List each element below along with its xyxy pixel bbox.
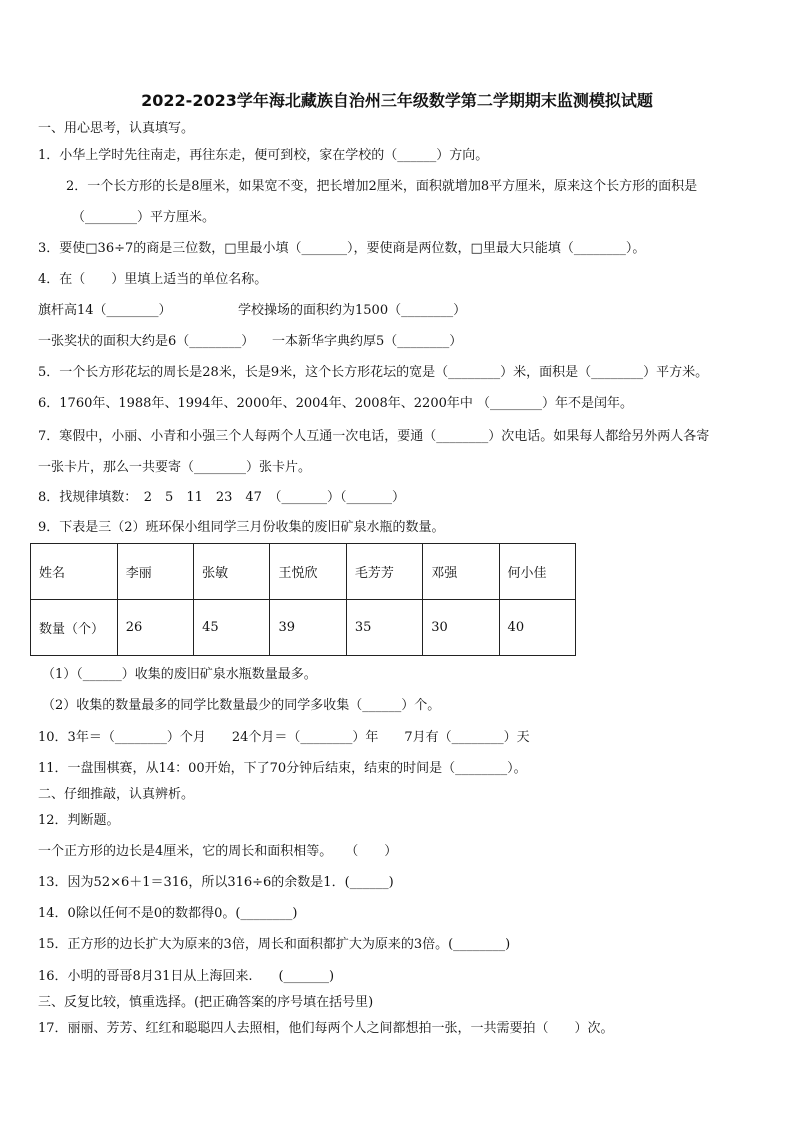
table-cell: 姓名	[31, 544, 118, 600]
question-6: 6．1760年、1988年、1994年、2000年、2004年、2008年、2200年中 （________）年不是闰年。	[38, 396, 633, 411]
question-9: 9．下表是三（2）班环保小组同学三月份收集的废旧矿泉水瓶的数量。	[38, 520, 445, 535]
table-cell: 39	[270, 600, 346, 656]
question-1: 1．小华上学时先往南走，再往东走，便可到校，家在学校的（______）方向。	[38, 148, 489, 163]
table-cell: 26	[117, 600, 193, 656]
table-cell: 30	[423, 600, 499, 656]
table-cell: 毛芳芳	[346, 544, 422, 600]
table-cell: 数量（个）	[31, 600, 118, 656]
section-2-heading: 二、仔细推敲，认真辨析。	[38, 787, 195, 802]
table-row	[31, 544, 576, 600]
table-cell: 35	[346, 600, 422, 656]
table-row	[31, 600, 576, 656]
page-title: 2022-2023学年海北藏族自治州三年级数学第二学期期末监测模拟试题	[141, 91, 653, 110]
table-cell: 45	[194, 600, 270, 656]
table-cell: 张敏	[194, 544, 270, 600]
question-12: 12．判断题。	[38, 813, 120, 828]
question-2-line-2: （________）平方厘米。	[72, 210, 216, 225]
question-9-part-2: （2）收集的数量最多的同学比数量最少的同学多收集（______）个。	[42, 698, 441, 713]
section-3-heading: 三、反复比较，慎重选择。(把正确答案的序号填在括号里)	[38, 995, 374, 1010]
question-8: 8．找规律填数： 2 5 11 23 47 （_______）（_______）	[38, 490, 405, 505]
question-9-part-1: （1）（______）收集的废旧矿泉水瓶数量最多。	[42, 667, 317, 682]
question-5: 5．一个长方形花坛的周长是28米，长是9米，这个长方形花坛的宽是（________）米，面积是（________）平方米。	[38, 365, 709, 380]
question-4-item-certificate: 一张奖状的面积大约是6（________）	[38, 334, 255, 349]
question-17: 17．丽丽、芳芳、红红和聪聪四人去照相，他们每两个人之间都想拍一张，一共需要拍（ ）次。	[38, 1021, 614, 1036]
question-14: 14．0除以任何不是0的数都得0。(________)	[38, 906, 298, 921]
question-4-item-flagpole: 旗杆高14（________）	[38, 303, 172, 318]
question-12-statement: 一个正方形的边长是4厘米，它的周长和面积相等。 （ ）	[38, 844, 398, 859]
question-2-line-1: 2．一个长方形的长是8厘米，如果宽不变，把长增加2厘米，面积就增加8平方厘米，原来这个长方形的面积是	[66, 179, 698, 194]
question-15: 15．正方形的边长扩大为原来的3倍，周长和面积都扩大为原来的3倍。(________)	[38, 937, 511, 952]
question-16: 16．小明的哥哥8月31日从上海回来. (_______)	[38, 969, 335, 984]
question-4-item-playground: 学校操场的面积约为1500（________）	[238, 303, 467, 318]
table-cell: 邓强	[423, 544, 499, 600]
question-4: 4．在（ ）里填上适当的单位名称。	[38, 272, 268, 287]
question-11: 11．一盘围棋赛，从14：00开始，下了70分钟后结束，结束的时间是（________）。	[38, 761, 527, 776]
table-cell: 40	[499, 600, 575, 656]
question-7-line-2: 一张卡片，那么一共要寄（________）张卡片。	[38, 460, 312, 475]
table-cell: 何小佳	[499, 544, 575, 600]
bottle-count-table	[30, 543, 576, 656]
question-13: 13．因为52×6＋1＝316，所以316÷6的余数是1．(______)	[38, 875, 394, 890]
question-4-item-dictionary: 一本新华字典约厚5（________）	[272, 334, 463, 349]
table-cell: 王悦欣	[270, 544, 346, 600]
question-3: 3．要使□36÷7的商是三位数，□里最小填（_______），要使商是两位数，□里最大只能填（________）。	[38, 241, 646, 256]
table-cell: 李丽	[117, 544, 193, 600]
section-1-heading: 一、用心思考，认真填写。	[38, 121, 195, 136]
question-7-line-1: 7．寒假中，小丽、小青和小强三个人每两个人互通一次电话，要通（________）次电话。如果每人都给另外两人各寄	[38, 429, 710, 444]
question-10: 10．3年＝（________）个月 24个月＝（________）年 7月有（________）天	[38, 730, 530, 745]
